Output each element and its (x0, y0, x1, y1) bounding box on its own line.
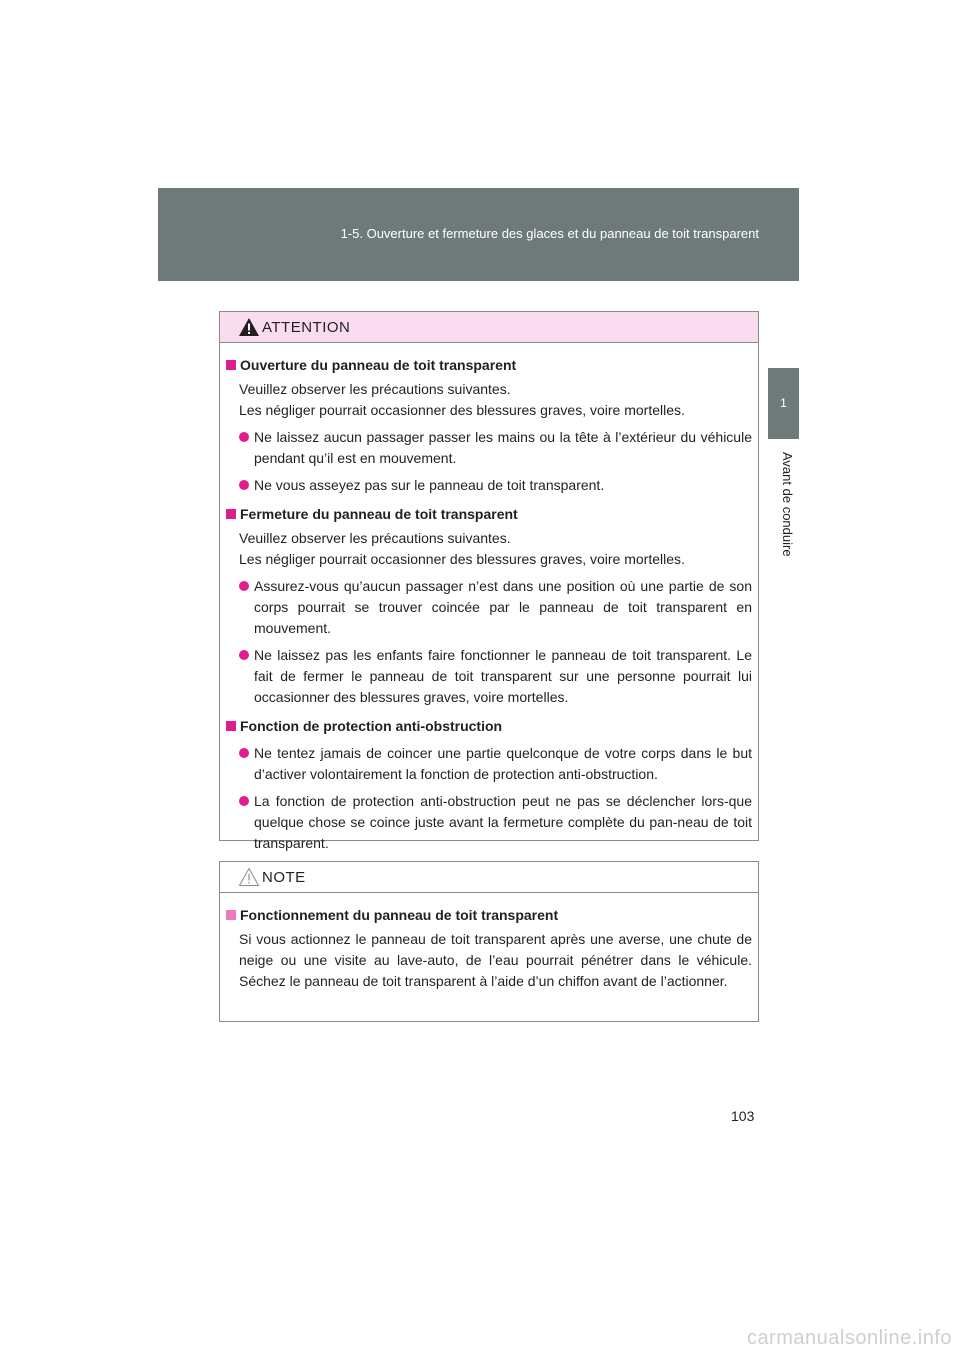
note-text: Si vous actionnez le panneau de toit transparent après une averse, une chute de neige ou une visite au lave-auto, de l’eau pourrait pénétrer dans le véhicule. Séchez le panneau de toit transparent à l’aide d’un chiffon avant de l’actionner. (239, 931, 752, 989)
bullet-text: Ne laissez aucun passager passer les mains ou la tête à l’extérieur du véhicule pendant qu’il est en mouvement. (254, 429, 752, 466)
attention-body (220, 343, 758, 854)
section-title-text: Fermeture du panneau de toit transparent (240, 506, 518, 522)
chapter-side-tab-number: 1 (780, 396, 787, 410)
section-title-text: Fonction de protection anti-obstruction (240, 718, 503, 734)
section-intro (226, 379, 752, 421)
section-title (226, 905, 752, 926)
note-title: NOTE (262, 869, 306, 886)
note-header (220, 862, 758, 893)
watermark: carmanualsonline.info (746, 1327, 952, 1349)
page-number: 103 (731, 1108, 755, 1124)
round-bullet-icon (239, 581, 249, 591)
chapter-header-title: 1-5. Ouverture et fermeture des glaces et du panneau de toit transparent (340, 226, 759, 241)
section-title-text: Ouverture du panneau de toit transparent (240, 357, 517, 373)
intro-line: Veuillez observer les précautions suivantes. (239, 381, 511, 397)
bullet-item (226, 791, 752, 854)
round-bullet-icon (239, 796, 249, 806)
section-intro (226, 528, 752, 570)
chapter-side-tab (768, 368, 799, 439)
bullet-item (226, 475, 752, 496)
attention-header (220, 312, 758, 343)
square-bullet-icon (226, 910, 236, 920)
round-bullet-icon (239, 650, 249, 660)
bullet-item (226, 743, 752, 785)
bullet-text: Ne laissez pas les enfants faire fonctionner le panneau de toit transparent. Le fait de fermer le panneau de toit transparent sur une personne pourrait lui occasionner des blessures graves, voire mortelles. (254, 647, 752, 705)
bullet-item (226, 645, 752, 708)
chapter-header-band (158, 188, 799, 281)
bullet-text: La fonction de protection anti-obstruction peut ne pas se déclencher lors-que quelque chose se coince juste avant la fermeture complète du pan-neau de toit transparent. (254, 793, 752, 851)
section-title (226, 716, 752, 737)
bullet-text: Ne tentez jamais de coincer une partie quelconque de votre corps dans le but d’activer volontairement la fonction de protection anti-obstruction. (254, 745, 752, 782)
square-bullet-icon (226, 509, 236, 519)
note-box (219, 861, 759, 1022)
bullet-item (226, 576, 752, 639)
warning-filled-icon (238, 317, 260, 337)
intro-line: Les négliger pourrait occasionner des blessures graves, voire mortelles. (239, 551, 685, 567)
intro-line: Les négliger pourrait occasionner des blessures graves, voire mortelles. (239, 402, 685, 418)
intro-line: Veuillez observer les précautions suivantes. (239, 530, 511, 546)
bullet-item (226, 427, 752, 469)
section-title (226, 504, 752, 525)
section-title-text: Fonctionnement du panneau de toit transparent (240, 907, 559, 923)
chapter-side-label: Avant de conduire (780, 452, 795, 557)
square-bullet-icon (226, 721, 236, 731)
attention-box (219, 311, 759, 851)
round-bullet-icon (239, 432, 249, 442)
bullet-text: Assurez-vous qu’aucun passager n’est dans une position où une partie de son corps pourrait se trouver coincée par le panneau de toit transparent en mouvement. (254, 578, 752, 636)
warning-outline-icon (238, 867, 260, 887)
note-body (220, 893, 758, 992)
attention-title: ATTENTION (262, 319, 351, 336)
section-title (226, 355, 752, 376)
round-bullet-icon (239, 480, 249, 490)
bullet-text: Ne vous asseyez pas sur le panneau de toit transparent. (254, 477, 605, 493)
round-bullet-icon (239, 748, 249, 758)
square-bullet-icon (226, 360, 236, 370)
